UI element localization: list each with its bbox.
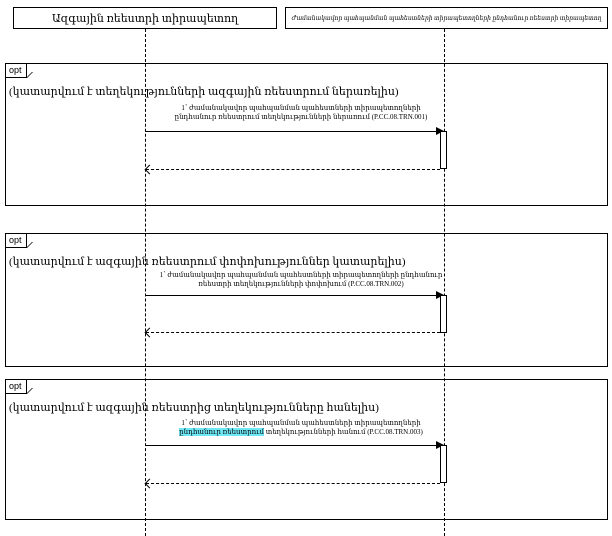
sync-message-arrow[interactable] (145, 131, 437, 132)
return-message-arrow[interactable] (146, 169, 440, 170)
highlighted-text: ընդհանուր ռեեստրում (179, 428, 265, 436)
activation-bar (440, 445, 447, 483)
fragment-operator: opt (6, 380, 27, 394)
opt-fragment-change[interactable] (5, 233, 608, 367)
fragment-guard: (կատարվում է ազգային ռեեստրում փոփոխություններ կատարելիս) (9, 256, 406, 268)
opt-fragment-remove[interactable] (5, 379, 608, 520)
return-message-arrow[interactable] (146, 332, 440, 333)
participant-general-registry-owner[interactable] (285, 7, 608, 29)
message-label-line: ընդհանուր ռեեստրում տեղեկությունների ներառում (P.CC.08.TRN.001) (174, 113, 428, 121)
message-label-line: 1՝ ժամանակավոր պահպանման պահեստների տիրապետողների ընդհանուր (159, 271, 443, 279)
fragment-guard: (կատարվում է ազգային ռեեստրից տեղեկությունները հանելիս) (9, 402, 379, 414)
activation-bar (440, 295, 447, 333)
participant-label: Ազգային ռեեստրի տիրապետող (51, 12, 239, 25)
message-label-text: տեղեկությունների հանում (P.CC.08.TRN.003) (264, 428, 423, 436)
participant-label: Ժամանակավոր պահպանման պահեստների տիրապետողների ընդհանուր ռեեստրի տիրապետող (291, 15, 602, 22)
fragment-operator: opt (6, 234, 27, 248)
message-label-line: 1՝ ժամանակավոր պահպանման պահեստների տիրապետողների (181, 104, 421, 112)
fragment-guard: (կատարվում է տեղեկությունների ազգային ռեեստրում ներառելիս) (9, 86, 399, 98)
return-message-arrow[interactable] (146, 483, 440, 484)
message-label (156, 104, 446, 122)
opt-fragment-include[interactable] (5, 63, 608, 206)
fragment-operator: opt (6, 64, 27, 78)
message-label-line: 1՝ ժամանակավոր պահպանման պահեստների տիրապետողների (181, 419, 421, 427)
message-label-line (156, 428, 446, 437)
participant-national-registry-owner[interactable] (13, 7, 277, 29)
sync-message-arrow[interactable] (145, 445, 437, 446)
message-label (156, 419, 446, 437)
sync-message-arrow[interactable] (145, 295, 437, 296)
activation-bar (440, 131, 447, 169)
message-label-line: ռեեստրի տեղեկությունների փոփոխում (P.CC.08.TRN.002) (198, 280, 404, 288)
message-label (156, 271, 446, 289)
